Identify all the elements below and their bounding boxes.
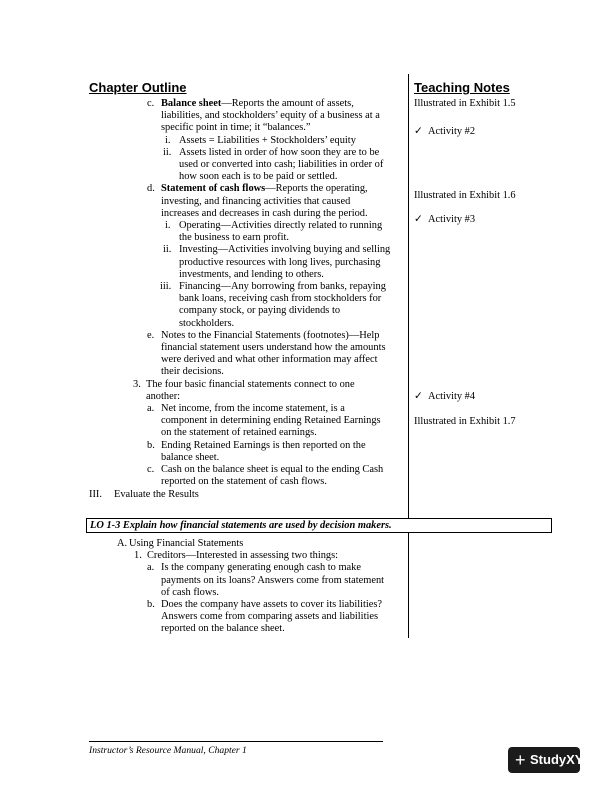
learning-objective-banner	[86, 518, 552, 533]
outline-text: company stock, or paying dividends to	[179, 305, 341, 317]
outline-text: Using Financial Statements	[129, 538, 244, 549]
outline-text: payments on its loans? Answers come from statement	[161, 574, 385, 586]
outline-text: productive resources with long lives, purchasing	[179, 256, 381, 268]
item-marker: a.	[147, 403, 155, 415]
item-marker: 3.	[133, 378, 141, 390]
outline-item-iii	[89, 489, 407, 501]
chapter-outline-continued	[89, 538, 407, 636]
outline-item-c-i	[89, 135, 407, 147]
outline-text: of cash flows.	[161, 586, 220, 598]
outline-text: Evaluate the Results	[114, 488, 199, 500]
outline-text: were derived and what other information may affect	[161, 354, 378, 366]
outline-item-1	[89, 550, 407, 562]
outline-text: liabilities, and stockholders’ equity of a business at a	[161, 110, 380, 122]
outline-text: reported on the statement of cash flows.	[161, 476, 327, 488]
outline-item-c-ii	[89, 147, 407, 159]
outline-item-d-iii	[89, 281, 407, 293]
outline-text: reported on the balance sheet.	[161, 623, 285, 635]
teaching-note-exhibit-1-6: Illustrated in Exhibit 1.6	[414, 190, 516, 201]
outline-text: on the statement of retained earnings.	[161, 427, 317, 439]
outline-text: Creditors—Interested in assessing two things:	[147, 550, 339, 562]
outline-item-d	[89, 183, 407, 195]
outline-item-A	[89, 538, 407, 550]
footer-text: Instructor’s Resource Manual, Chapter 1	[89, 745, 247, 756]
outline-item-c	[89, 98, 407, 110]
outline-text: Investing—Activities involving buying and selling	[179, 244, 391, 256]
outline-item-3a	[89, 403, 407, 415]
outline-text: Assets listed in order of how soon they are to be	[179, 146, 380, 158]
item-marker: ii.	[163, 146, 172, 158]
outline-item-d-i	[89, 220, 407, 232]
chapter-outline-header: Chapter Outline	[89, 80, 187, 95]
item-marker: A.	[117, 538, 128, 549]
logo-wordmark: StudyXY	[530, 752, 584, 767]
outline-item-3c	[89, 464, 407, 476]
note-text: Activity #3	[428, 214, 476, 225]
item-marker: e.	[147, 329, 155, 341]
outline-item-3	[89, 379, 407, 391]
outline-item-1a	[89, 562, 407, 574]
teaching-note-activity-4	[414, 391, 475, 403]
outline-text: specific point in time; it “balances.”	[161, 122, 311, 134]
outline-item-1b	[89, 599, 407, 611]
item-marker: b.	[147, 439, 155, 451]
item-marker: c.	[147, 464, 155, 476]
cash-flows-term: Statement of cash flows	[161, 183, 266, 195]
outline-text: Financing—Any borrowing from banks, repaying	[179, 281, 386, 293]
outline-item-d-ii	[89, 244, 407, 256]
teaching-note-activity-3	[414, 214, 475, 226]
note-text: Activity #2	[428, 126, 476, 137]
plus-icon: +	[515, 750, 526, 770]
outline-text: financial statement users understand how the amounts	[161, 342, 386, 354]
outline-text: —Reports the operating,	[265, 183, 368, 195]
outline-text: stockholders.	[179, 317, 235, 329]
outline-text: Notes to the Financial Statements (footnotes)—Help	[161, 329, 380, 341]
footer-rule	[89, 741, 383, 742]
checkmark-icon: ✓	[414, 126, 423, 137]
outline-text: Assets = Liabilities + Stockholders’ equity	[179, 134, 356, 146]
item-marker: c.	[147, 98, 155, 109]
chapter-outline	[89, 98, 407, 501]
note-text: Activity #4	[428, 391, 476, 402]
outline-text: bank loans, receiving cash from stockholders for	[179, 293, 382, 305]
item-marker: a.	[147, 562, 155, 574]
outline-text: increases and decreases in cash during the period.	[161, 207, 368, 219]
item-marker: iii.	[160, 281, 172, 293]
item-marker: b.	[147, 599, 155, 611]
outline-text: another:	[146, 390, 181, 402]
checkmark-icon: ✓	[414, 214, 423, 225]
outline-text: how soon each is to be paid or settled.	[179, 171, 338, 183]
teaching-note-activity-2	[414, 126, 475, 138]
studyxy-logo[interactable]	[508, 747, 584, 773]
outline-text: —Reports the amount of assets,	[221, 98, 354, 109]
teaching-notes-header: Teaching Notes	[414, 80, 510, 95]
teaching-note-exhibit-1-5: Illustrated in Exhibit 1.5	[414, 98, 516, 109]
checkmark-icon: ✓	[414, 391, 423, 402]
item-marker: ii.	[163, 244, 172, 256]
item-marker: d.	[147, 183, 155, 195]
column-divider-top	[408, 74, 409, 518]
item-marker: 1.	[134, 550, 142, 562]
outline-text: the business to earn profit.	[179, 232, 289, 244]
outline-text: Operating—Activities directly related to running	[179, 220, 383, 232]
outline-text: their decisions.	[161, 366, 224, 378]
item-marker: III.	[89, 488, 102, 500]
outline-text: investments, and lending to others.	[179, 268, 324, 280]
balance-sheet-term: Balance sheet	[161, 98, 222, 109]
item-marker: i.	[165, 134, 171, 146]
teaching-note-exhibit-1-7: Illustrated in Exhibit 1.7	[414, 416, 516, 427]
outline-text: balance sheet.	[161, 451, 220, 463]
outline-item-e	[89, 330, 407, 342]
outline-text: Answers come from comparing assets and liabilities	[161, 611, 378, 623]
outline-text: Does the company have assets to cover its liabilities?	[161, 599, 383, 611]
outline-text: component in determining ending Retained Earnings	[161, 415, 381, 427]
outline-item-3b	[89, 440, 407, 452]
item-marker: i.	[165, 220, 171, 232]
learning-objective-text: LO 1-3 Explain how financial statements are used by decision makers.	[90, 520, 392, 531]
outline-text: Ending Retained Earnings is then reported on the	[161, 439, 366, 451]
column-divider-bottom	[408, 533, 409, 638]
outline-text: Net income, from the income statement, is a	[161, 403, 345, 415]
outline-text: investing, and financing activities that caused	[161, 195, 351, 207]
outline-text: The four basic financial statements connect to one	[146, 378, 355, 390]
outline-text: Cash on the balance sheet is equal to the ending Cash	[161, 464, 384, 476]
outline-text: Is the company generating enough cash to make	[161, 562, 361, 574]
outline-text: used or converted into cash; liabilities in order of	[179, 159, 384, 171]
